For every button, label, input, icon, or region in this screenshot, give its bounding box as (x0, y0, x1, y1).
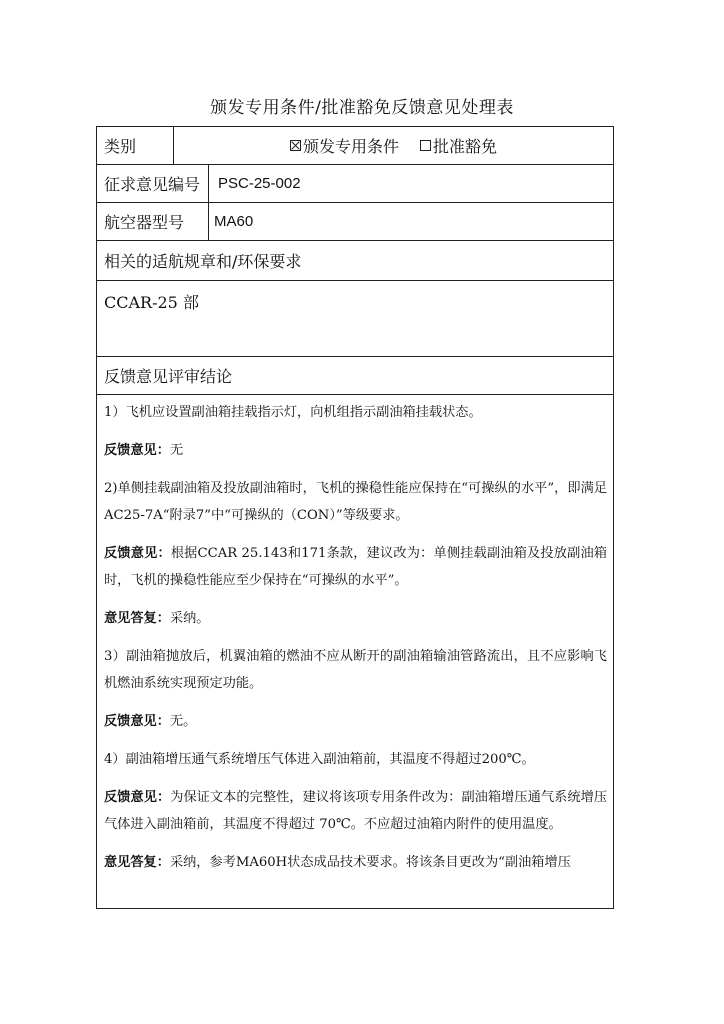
feedback-label: 反馈意见： (104, 443, 170, 458)
feedback-text: 无 (169, 443, 184, 458)
category-options (173, 127, 613, 164)
item-2-text: 2)单侧挂载副油箱及投放副油箱时，飞机的操稳性能应保持在“可操纵的水平”，即满足AC25-7A“附录7”中“可操纵的（CON）”等级要求。 (104, 481, 607, 523)
content-paragraph (104, 475, 607, 529)
option-special-conditions[interactable] (290, 134, 399, 157)
feedback-text: 无。 (169, 714, 197, 729)
reply-label: 意见答复： (104, 855, 170, 870)
document-title: 颁发专用条件/批准豁免反馈意见处理表 (210, 98, 514, 118)
reply-text: 采纳。 (169, 611, 210, 626)
row-aircraft-model (97, 203, 613, 241)
content-paragraph (104, 643, 607, 697)
content-paragraph (104, 540, 607, 594)
category-label: 类别 (104, 137, 137, 156)
item-3-text: 3）副油箱抛放后，机翼油箱的燃油不应从断开的副油箱输油管路流出，且不应影响飞机燃油系统实现预定功能。 (104, 649, 607, 691)
checked-box-icon[interactable] (290, 140, 301, 151)
aircraft-model-label: 航空器型号 (104, 213, 185, 232)
feedback-label: 反馈意见： (104, 790, 171, 805)
content-paragraph (104, 849, 607, 876)
feedback-text: 根据CCAR 25.143和171条款，建议改为：单侧挂载副油箱及投放副油箱时，飞机的操稳性能应至少保持在“可操纵的水平”。 (104, 546, 607, 588)
unchecked-box-icon[interactable] (420, 140, 431, 151)
aircraft-model-value: MA60 (208, 203, 613, 240)
content-paragraph (104, 708, 607, 735)
content-paragraph (104, 605, 607, 632)
feedback-text: 为保证文本的完整性，建议将该项专用条件改为：副油箱增压通气系统增压气体进入副油箱前，其温度不得超过 70℃。不应超过油箱内附件的使用温度。 (104, 790, 608, 832)
row-conclusion-label (97, 357, 613, 395)
row-regulations-value (97, 281, 613, 357)
conclusion-label: 反馈意见评审结论 (104, 367, 233, 386)
option-special-conditions-label: 颁发专用条件 (303, 137, 400, 156)
row-regulations-label (97, 241, 613, 281)
content-paragraph (104, 399, 607, 426)
item-1-text: 1）飞机应设置副油箱挂载指示灯，向机组指示副油箱挂载状态。 (104, 405, 482, 420)
content-paragraph (104, 437, 607, 464)
comment-number-value: PSC-25-002 (208, 165, 613, 202)
row-comment-number (97, 165, 613, 203)
reply-text: 采纳，参考MA60H状态成品技术要求。将该条目更改为“副油箱增压 (169, 855, 571, 870)
reply-label: 意见答复： (104, 611, 170, 626)
item-4-text: 4）副油箱增压通气系统增压气体进入副油箱前，其温度不得超过200℃。 (104, 752, 535, 767)
conclusion-content (97, 399, 613, 887)
option-exemption[interactable] (420, 134, 497, 157)
regulations-label: 相关的适航规章和/环保要求 (104, 252, 302, 271)
feedback-label: 反馈意见： (104, 714, 170, 729)
content-paragraph (104, 746, 607, 773)
option-exemption-label: 批准豁免 (433, 137, 498, 156)
row-category (97, 127, 613, 165)
content-paragraph (104, 784, 607, 838)
feedback-label: 反馈意见： (104, 546, 171, 561)
feedback-form-table (96, 126, 614, 909)
comment-number-label: 征求意见编号 (104, 175, 201, 194)
regulations-value: CCAR-25 部 (104, 293, 199, 312)
